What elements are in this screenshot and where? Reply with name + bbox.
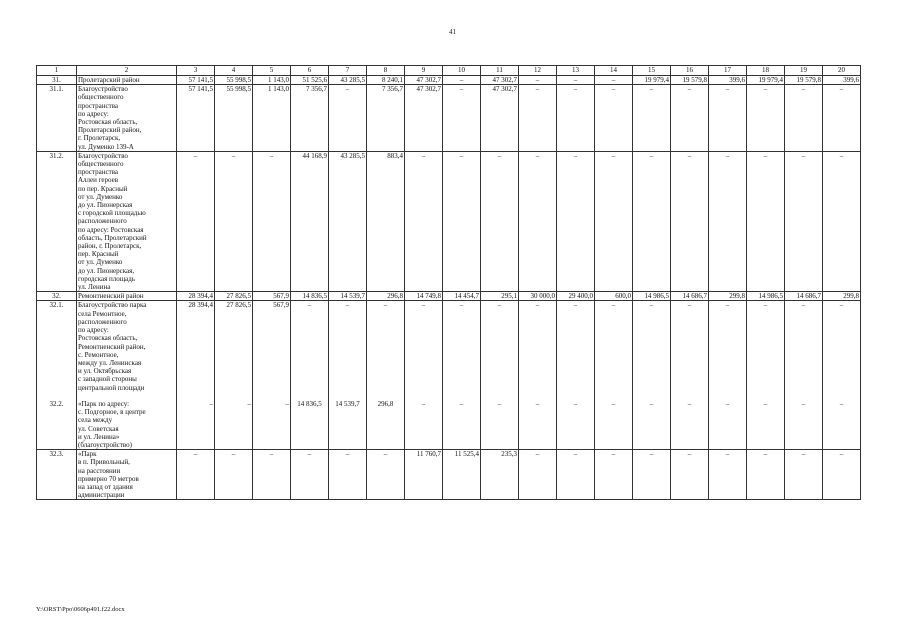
column-number: 15 xyxy=(633,66,671,76)
description-line: от ул. Думенко xyxy=(78,258,123,267)
value: – xyxy=(649,301,654,310)
row-description xyxy=(77,85,177,152)
value: 14 836,5 xyxy=(297,399,322,408)
column-number: 14 xyxy=(595,66,633,76)
value-cell: – xyxy=(595,76,633,85)
row-index: 31.1. xyxy=(37,85,77,152)
description-line: городская площадь xyxy=(78,274,136,283)
description-line: ул. Ленина xyxy=(78,283,111,292)
value-cell: 30 000,0 xyxy=(519,292,557,301)
description-line: пер. Красный xyxy=(78,250,119,259)
value-cell: – xyxy=(443,76,481,85)
value-cell: – xyxy=(329,85,367,152)
value-cell: 235,3 xyxy=(481,450,519,500)
description-line: центральной площади xyxy=(78,383,145,392)
description-line: «Парк по адресу: xyxy=(78,399,130,408)
column-number: 6 xyxy=(291,66,329,76)
value-cell: – xyxy=(709,450,747,500)
row-index: 32. xyxy=(37,292,77,301)
column-number: 17 xyxy=(709,66,747,76)
column-number: 13 xyxy=(557,66,595,76)
value-cell xyxy=(671,301,709,450)
value-cell: – xyxy=(633,85,671,152)
value: – xyxy=(687,301,692,310)
value-cell: – xyxy=(633,151,671,291)
value-cell: 1 143,0 xyxy=(253,76,291,85)
value: – xyxy=(459,399,464,408)
row-label: Пролетарский район xyxy=(78,76,140,84)
value: – xyxy=(459,301,464,310)
value-cell: – xyxy=(785,450,823,500)
value-cell: 55 998,5 xyxy=(215,85,253,152)
table-row xyxy=(37,85,861,152)
column-number: 1 xyxy=(37,66,77,76)
value-cell: – xyxy=(747,151,785,291)
description-line: и ул. Октябрьская xyxy=(78,367,132,376)
description-line: расположенного xyxy=(78,317,127,326)
value-cell: – xyxy=(291,450,329,500)
value: – xyxy=(839,301,844,310)
value-cell: 51 525,6 xyxy=(291,76,329,85)
value: – xyxy=(345,301,350,310)
value-cell: 7 356,7 xyxy=(367,85,405,152)
value: – xyxy=(573,301,578,310)
value-cell xyxy=(823,301,861,450)
column-number: 3 xyxy=(177,66,215,76)
value-cell: – xyxy=(671,450,709,500)
column-number: 9 xyxy=(405,66,443,76)
value: – xyxy=(497,301,502,310)
value-cell: – xyxy=(405,151,443,291)
row-index xyxy=(37,301,77,450)
value-cell: 29 400,0 xyxy=(557,292,595,301)
value-cell: – xyxy=(557,450,595,500)
column-number: 5 xyxy=(253,66,291,76)
value-cell xyxy=(405,301,443,450)
value-cell: – xyxy=(215,151,253,291)
description-line: расположенного xyxy=(78,217,127,226)
value-cell: – xyxy=(671,85,709,152)
value-cell: – xyxy=(595,151,633,291)
description-line: села Ремонтное, xyxy=(78,309,127,318)
column-number: 11 xyxy=(481,66,519,76)
value-cell: – xyxy=(747,85,785,152)
value-cell: 57 141,5 xyxy=(177,76,215,85)
value: – xyxy=(383,301,388,310)
value: – xyxy=(801,399,806,408)
value-cell: 1 143,0 xyxy=(253,85,291,152)
description-line: «Парк xyxy=(78,450,97,459)
value: – xyxy=(763,399,768,408)
column-number: 8 xyxy=(367,66,405,76)
value-cell: 47 302,7 xyxy=(481,76,519,85)
value: 567,9 xyxy=(273,301,289,310)
value-cell xyxy=(291,301,329,450)
value: – xyxy=(307,301,312,310)
row-description xyxy=(77,151,177,291)
value-cell xyxy=(747,301,785,450)
description-line: с западной стороны xyxy=(78,375,137,384)
value-cell xyxy=(329,301,367,450)
column-number: 7 xyxy=(329,66,367,76)
value-cell xyxy=(367,301,405,450)
value: – xyxy=(497,399,502,408)
description-line: г. Пролетарск, xyxy=(78,134,121,143)
description-line: по адресу: xyxy=(78,326,109,335)
description-line: на запад от здания xyxy=(78,482,133,491)
description-line: Благоустройство xyxy=(78,151,128,160)
value-cell: 7 356,7 xyxy=(291,85,329,152)
value-cell: – xyxy=(633,450,671,500)
value-cell: – xyxy=(481,151,519,291)
value-cell: 14 686,7 xyxy=(671,292,709,301)
description-line: села между xyxy=(78,416,113,425)
value-cell: 19 979,4 xyxy=(633,76,671,85)
value-cell: 43 285,5 xyxy=(329,151,367,291)
value-cell: – xyxy=(443,151,481,291)
description-line: администрации xyxy=(78,491,125,500)
value-cell: – xyxy=(519,450,557,500)
value-cell xyxy=(595,301,633,450)
value-cell: – xyxy=(823,450,861,500)
value: – xyxy=(839,399,844,408)
value-cell: – xyxy=(557,76,595,85)
value-cell: – xyxy=(253,151,291,291)
value: – xyxy=(421,301,426,310)
value-cell: 47 302,7 xyxy=(405,85,443,152)
description-line: между ул. Ленинская xyxy=(78,358,142,367)
value: – xyxy=(421,399,426,408)
description-line: с. Подгорное, в центре xyxy=(78,408,146,417)
value-cell: 14 749,8 xyxy=(405,292,443,301)
value-cell: – xyxy=(519,151,557,291)
table-row xyxy=(37,151,861,291)
row-index: 31. xyxy=(37,76,77,85)
value-cell: 19 579,8 xyxy=(785,76,823,85)
value: – xyxy=(725,301,730,310)
value: – xyxy=(247,399,251,408)
value-cell xyxy=(709,301,747,450)
value-cell: – xyxy=(785,85,823,152)
column-number: 20 xyxy=(823,66,861,76)
row-description xyxy=(77,76,177,85)
column-number: 18 xyxy=(747,66,785,76)
column-number: 4 xyxy=(215,66,253,76)
value-cell: 47 302,7 xyxy=(405,76,443,85)
value-cell xyxy=(253,301,291,450)
value-cell: 57 141,5 xyxy=(177,85,215,152)
description-line: по адресу: xyxy=(78,109,109,118)
description-line: Ростовская область, xyxy=(78,334,138,343)
value-cell: 399,6 xyxy=(709,76,747,85)
value-cell: – xyxy=(557,85,595,152)
description-line: до ул. Пионерская, xyxy=(78,266,135,275)
value: – xyxy=(611,399,616,408)
description-line: ул. Советская xyxy=(78,424,119,433)
row-description xyxy=(77,301,177,450)
value: – xyxy=(649,399,654,408)
page-number: 41 xyxy=(449,28,456,36)
value-cell: 19 979,4 xyxy=(747,76,785,85)
description-line: Аллеи героев xyxy=(78,176,119,185)
value: – xyxy=(725,399,730,408)
value-cell: 11 525,4 xyxy=(443,450,481,500)
value-cell: 299,8 xyxy=(823,292,861,301)
value-cell: – xyxy=(785,151,823,291)
value-cell: – xyxy=(709,85,747,152)
table-row xyxy=(37,450,861,500)
description-line: Пролетарский район, xyxy=(78,126,142,135)
value-cell: 14 454,7 xyxy=(443,292,481,301)
description-line: общественного xyxy=(78,160,124,169)
description-line: пространства xyxy=(78,101,119,110)
value-cell: – xyxy=(823,85,861,152)
description-line: область, Пролетарский xyxy=(78,233,147,242)
value-cell: – xyxy=(519,85,557,152)
value: 28 394,4 xyxy=(188,301,213,310)
value: – xyxy=(801,301,806,310)
row-description xyxy=(77,450,177,500)
value-cell xyxy=(519,301,557,450)
column-number: 19 xyxy=(785,66,823,76)
description-line: и ул. Ленина» xyxy=(78,432,120,441)
value: – xyxy=(763,301,768,310)
column-number: 10 xyxy=(443,66,481,76)
value-cell: – xyxy=(671,151,709,291)
value-cell: – xyxy=(367,450,405,500)
value-cell: – xyxy=(329,450,367,500)
description-line: Благоустройство парка xyxy=(78,301,147,310)
value-cell: 295,1 xyxy=(481,292,519,301)
description-line: с городской площадью xyxy=(78,209,146,218)
value-cell: – xyxy=(747,450,785,500)
description-line: на расстоянии xyxy=(78,466,121,475)
value-cell: 296,8 xyxy=(367,292,405,301)
value-cell xyxy=(215,301,253,450)
value-cell xyxy=(481,301,519,450)
value-cell: – xyxy=(595,85,633,152)
value-cell: 11 760,7 xyxy=(405,450,443,500)
budget-table xyxy=(36,65,861,500)
value-cell: 883,4 xyxy=(367,151,405,291)
value-cell xyxy=(557,301,595,450)
value-cell: – xyxy=(215,450,253,500)
description-line: пространства xyxy=(78,168,119,177)
row-description xyxy=(77,292,177,301)
value-cell: – xyxy=(595,450,633,500)
value-cell xyxy=(633,301,671,450)
description-line: (благоустройство) xyxy=(78,440,133,449)
value-cell: 14 986,5 xyxy=(747,292,785,301)
row-id: 32.2. xyxy=(49,399,64,408)
value-cell: 55 998,5 xyxy=(215,76,253,85)
row-id: 32.1. xyxy=(49,301,64,310)
value: – xyxy=(285,399,289,408)
table-row xyxy=(37,292,861,301)
value-cell xyxy=(177,301,215,450)
row-label: Ремонтненский район xyxy=(78,292,144,301)
description-line: по адресу: Ростовская xyxy=(78,225,144,234)
row-index: 32.3. xyxy=(37,450,77,500)
value-cell: 14 836,5 xyxy=(291,292,329,301)
value: – xyxy=(535,399,540,408)
column-number: 12 xyxy=(519,66,557,76)
value-cell: 8 240,1 xyxy=(367,76,405,85)
value-cell: 44 168,9 xyxy=(291,151,329,291)
value-cell: – xyxy=(557,151,595,291)
row-index: 31.2. xyxy=(37,151,77,291)
description-line: с. Ремонтное, xyxy=(78,350,119,359)
value: – xyxy=(535,301,540,310)
value-cell: 19 579,8 xyxy=(671,76,709,85)
description-line: в п. Привольный, xyxy=(78,458,130,467)
value-cell: 14 686,7 xyxy=(785,292,823,301)
column-number: 2 xyxy=(77,66,177,76)
value: – xyxy=(573,399,578,408)
description-line: до ул. Пионерская xyxy=(78,201,133,210)
value-cell: 600,0 xyxy=(595,292,633,301)
value-cell: – xyxy=(177,151,215,291)
description-line: Благоустройство xyxy=(78,85,128,94)
value-cell xyxy=(785,301,823,450)
table-row xyxy=(37,76,861,85)
description-line: примерно 70 метров xyxy=(78,474,139,483)
column-number: 16 xyxy=(671,66,709,76)
value-cell: 43 285,5 xyxy=(329,76,367,85)
value-cell: – xyxy=(443,85,481,152)
value-cell xyxy=(443,301,481,450)
file-path-footer: Y:\ORST\Ppo\0606p491.f22.docx xyxy=(36,606,125,613)
value: 296,8 xyxy=(377,399,394,408)
description-line: Ремонтненский район, xyxy=(78,342,146,351)
value-cell: 47 302,7 xyxy=(481,85,519,152)
value-cell: – xyxy=(709,151,747,291)
value: 14 539,7 xyxy=(335,399,360,408)
column-number-row xyxy=(37,66,861,76)
description-line: общественного xyxy=(78,93,124,102)
description-line: ул. Думенко 139-А xyxy=(78,142,134,151)
value-cell: 399,6 xyxy=(823,76,861,85)
value-cell: – xyxy=(177,450,215,500)
table-row xyxy=(37,301,861,450)
value-cell: 14 539,7 xyxy=(329,292,367,301)
description-line: район, г. Пролетарск, xyxy=(78,242,142,251)
value-cell: 28 394,4 xyxy=(177,292,215,301)
value: – xyxy=(687,399,692,408)
value-cell: – xyxy=(519,76,557,85)
value: – xyxy=(611,301,616,310)
value-cell: 299,8 xyxy=(709,292,747,301)
value-cell: 14 986,5 xyxy=(633,292,671,301)
value: 27 826,5 xyxy=(226,301,251,310)
description-line: по пер. Красный xyxy=(78,184,128,193)
value-cell: 567,9 xyxy=(253,292,291,301)
value-cell: 27 826,5 xyxy=(215,292,253,301)
description-line: Ростовская область, xyxy=(78,118,138,127)
description-line: от ул. Думенко xyxy=(78,192,123,201)
value-cell: – xyxy=(253,450,291,500)
value: – xyxy=(209,399,213,408)
value-cell: – xyxy=(823,151,861,291)
